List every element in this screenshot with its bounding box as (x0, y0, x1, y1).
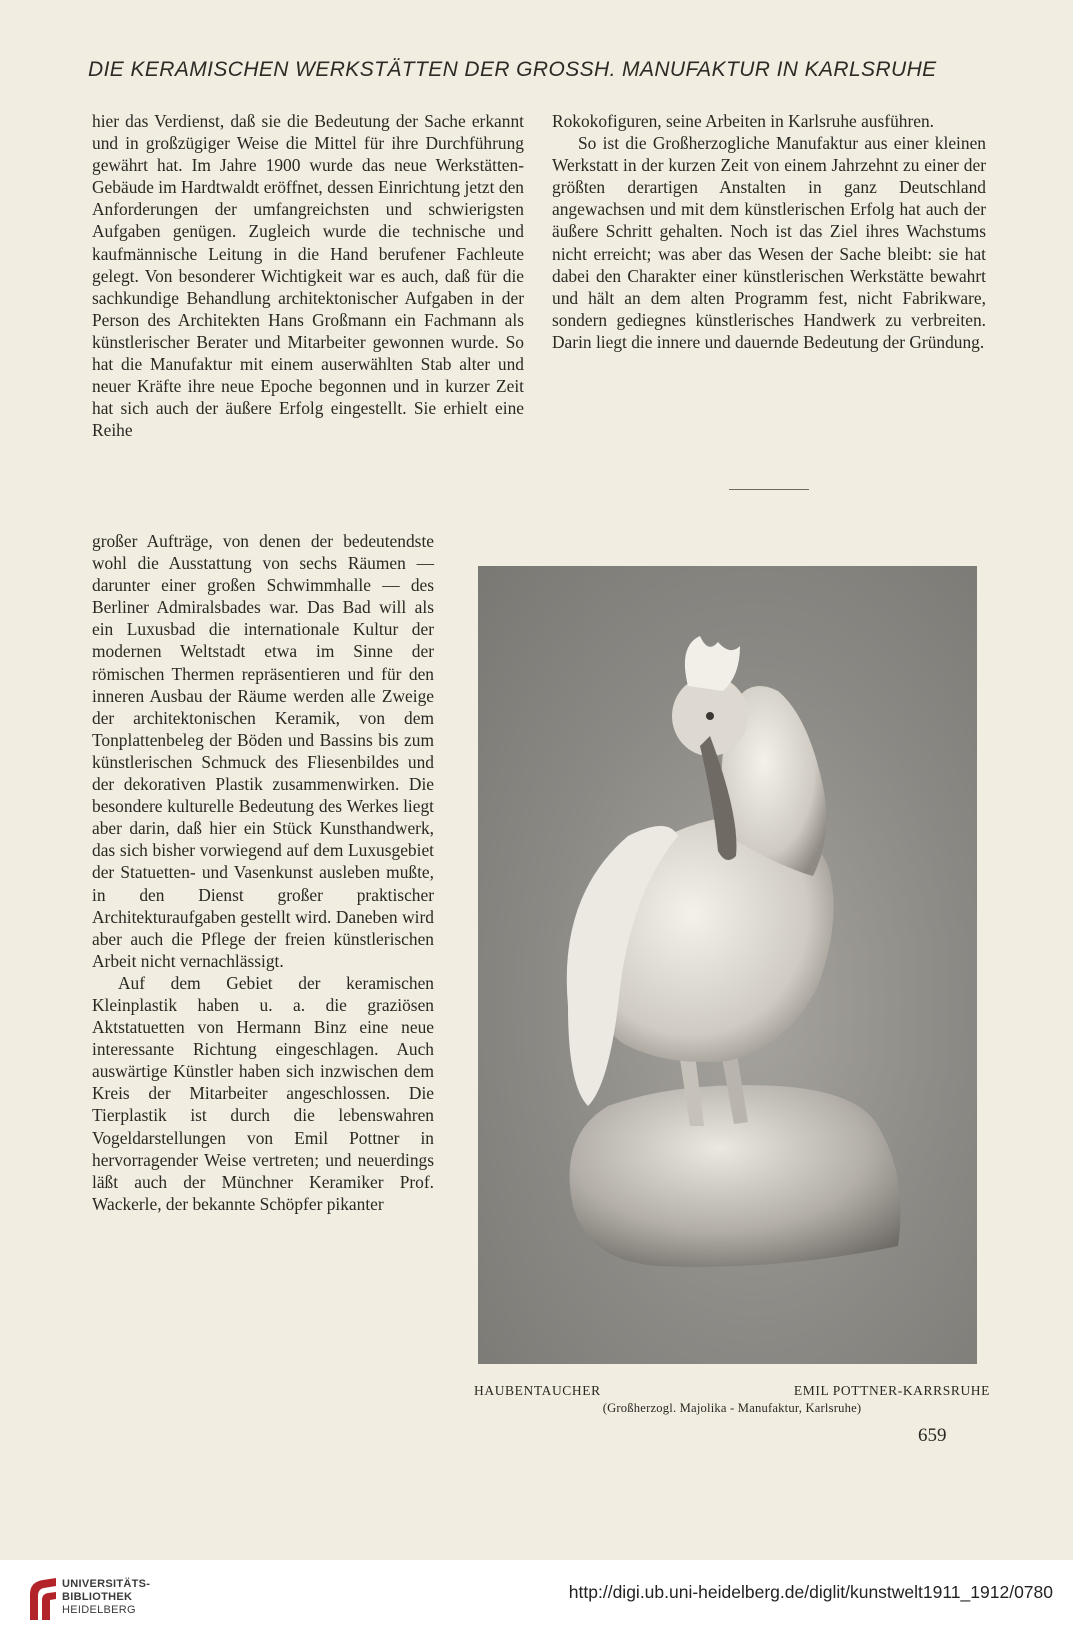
library-line-1: UNIVERSITÄTS- (62, 1578, 151, 1590)
library-name (62, 1578, 150, 1617)
library-line-3: HEIDELBERG (62, 1604, 136, 1616)
figure-haubentaucher-photo (478, 566, 977, 1364)
paragraph: großer Aufträge, von denen der bedeutendste wohl die Ausstattung von sechs Räumen — darunter einer großen Schwimmhalle — des Berliner Admiralsbades war. Das Bad will als ein Luxusbad die internationale Kultur der modernen Weltstadt etwa im Sinne der römischen Thermen repräsentieren und für den inneren Ausbau der Räume werden alle Zweige der architektonischen Keramik, von dem Tonplattenbeleg der Böden und Bassins bis zum künstlerischen Schmuck des Fliesenbildes und der dekorativen Plastik zusammenwirken. Die besondere kulturelle Bedeutung des Werkes liegt aber darin, daß hier ein Stück Kunsthandwerk, das sich bisher vorwiegend auf dem Luxusgebiet der Statuetten- und Vasenkunst ausleben mußte, in den Dienst großer praktischer Architekturaufgaben gestellt wird. Daneben wird aber auch die Pflege der freien künstlerischen Arbeit nicht vernachlässigt. (92, 531, 434, 971)
paragraph: So ist die Großherzogliche Manufaktur aus einer kleinen Werkstatt in der kurzen Zeit von einem Jahrzehnt zu einer der größten derartigen Anstalten in ganz Deutschland angewachsen und mit dem künstlerischen Erfolg hat auch der äußere Schritt gehalten. Noch ist das Ziel ihres Wachstums nicht erreicht; was aber das Wesen der Sache bleibt: sie hat dabei den Charakter einer künstlerischen Werkstätte bewahrt und hält an dem alten Programm fest, nicht Fabrikware, sondern gediegnes künstlerisches Handwerk zu verbreiten. Darin liegt die innere und dauernde Bedeutung der Gründung. (552, 133, 986, 352)
right-column (552, 110, 986, 353)
paragraph: Rokokofiguren, seine Arbeiten in Karlsruhe ausführen. (552, 111, 935, 131)
library-logo-icon (26, 1576, 60, 1622)
running-head: DIE KERAMISCHEN WERKSTÄTTEN DER GROSSH. MANUFAKTUR IN KARLSRUHE (88, 58, 937, 81)
footer-bar (0, 1560, 1073, 1637)
figure-caption (474, 1383, 990, 1416)
caption-title: HAUBENTAUCHER (474, 1383, 601, 1398)
left-column-full (92, 110, 524, 441)
left-column-narrow (92, 530, 434, 1215)
paragraph: Auf dem Gebiet der keramischen Kleinplastik haben u. a. die graziösen Aktstatuetten von Hermann Binz eine neue interessante Richtung eingeschlagen. Auch auswärtige Künstler haben sich inzwischen dem Kreis der Mitarbeiter angeschlossen. Die Tierplastik ist durch die lebenswahren Vogeldarstellungen von Emil Pottner in hervorragender Weise vertreten; und neuerdings läßt auch der Münchner Keramiker Prof. Wackerle, der bekannte Schöpfer pikanter (92, 972, 434, 1214)
section-divider (729, 489, 809, 490)
paragraph: hier das Verdienst, daß sie die Bedeutung der Sache erkannt und in großzügiger Weise die Mittel für ihre Durchführung gewährt hat. Im Jahre 1900 wurde das neue Werkstätten-Gebäude im Hardtwaldt eröffnet, dessen Einrichtung jetzt den Anforderungen der umfangreichsten und schwierigsten Aufgaben genügen. Zugleich wurde die technische und kaufmännische Leitung in die Hand berufener Fachleute gelegt. Von besonderer Wichtigkeit war es auch, daß für die sachkundige Behandlung architektonischer Aufgaben in der Person des Architekten Hans Großmann ein Fachmann als künstlerischer Berater und Mitarbeiter gewonnen wurde. So hat die Manufaktur mit einem auserwählten Stab alter und neuer Kräfte ihre neue Epoche begonnen und in kurzer Zeit hat sich auch der äußere Erfolg eingestellt. Sie erhielt eine Reihe (92, 111, 524, 441)
page-number: 659 (918, 1425, 947, 1446)
caption-source: (Großherzogl. Majolika - Manufaktur, Karlsruhe) (602, 1401, 862, 1415)
source-url-link[interactable]: http://digi.ub.uni-heidelberg.de/diglit/kunstwelt1911_1912/0780 (568, 1582, 1053, 1602)
library-line-2: BIBLIOTHEK (62, 1591, 133, 1603)
caption-artist: EMIL POTTNER-KARRSRUHE (793, 1383, 990, 1398)
grebe-sculpture-illustration (478, 566, 977, 1364)
